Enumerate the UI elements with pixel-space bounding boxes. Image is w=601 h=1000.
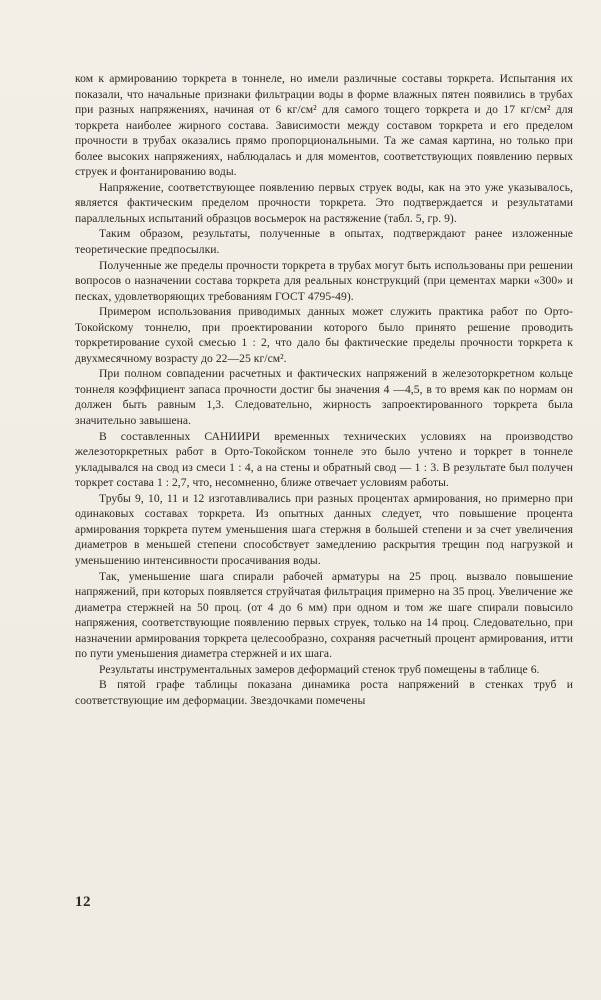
paragraph: При полном совпадении расчетных и фактических напряжений в железоторкретном кольце тоннеля коэффициент запаса прочности достиг бы значения 4 —4,5, в то время как по нормам он должен быть равным 1,3. Следовательно, жирность запроектированного торкрета была значительно завышена. [75, 367, 573, 428]
paragraph: Напряжение, соответствующее появлению первых струек воды, как на это уже указывалось, является фактическим пределом прочности торкрета. Это подтверждается и результатами параллельных испытаний образцов восьмерок на растяжение (табл. 5, гр. 9). [75, 180, 573, 225]
paragraph: В пятой графе таблицы показана динамика роста напряжений в стенках труб и соответствующие им деформации. Звездочками помечены [75, 678, 573, 707]
paragraph: Полученные же пределы прочности торкрета в трубах могут быть использованы при решении вопросов о назначении состава торкрета для реальных конструкций (при цементах марки «300» и песках, удовлетворяющих требованиям ГОСТ 4795-49). [75, 258, 573, 303]
paragraph: В составленных САНИИРИ временных технических условиях на производство железоторкретных работ в Орто-Токойском тоннеле это было учтено и торкрет в тоннеле укладывался на свод из смеси 1 : 4, а на стены и обратный свод — 1 : 3. В результате был получен торкрет состава 1 : 2,7, что, несомненно, ближе отвечает условиям работы. [75, 429, 573, 490]
paragraph: Трубы 9, 10, 11 и 12 изготавливались при разных процентах армирования, но примерно при одинаковых составах торкрета. Из опытных данных следует, что повышение процента армирования торкрета путем уменьшения шага стержня в большей степени и за счет увеличения диаметров в меньшей степени способствует замедлению раскрытия трещин под нагрузкой и уменьшению интенсивности просачивания воды. [75, 491, 573, 567]
paragraph: Результаты инструментальных замеров деформаций стенок труб помещены в таблице 6. [99, 662, 540, 676]
paragraph-continuation: ком к армированию торкрета в тоннеле, но имели различные составы торкрета. Испытания их показали, что начальные признаки фильтрации воды в форме влажных пятен появились в трубах при разных напряжениях, начиная от 6 кг/см² для самого тощего торкрета и до 17 кг/см² для торкрета наиболее жирного состава. Зависимости между составом торкрета и его пределом прочности в трубах оказались прямо пропорциональными. Та же самая картина, но только при более высоких напряжениях, наблюдалась и для моментов, соответствующих появлению первых струек и фонтанированию воды. [75, 72, 573, 179]
paragraph: Таким образом, результаты, полученные в опытах, подтверждают ранее изложенные теоретические предпосылки. [75, 227, 573, 257]
page-number: 12 [75, 894, 91, 910]
paragraph: Так, уменьшение шага спирали рабочей арматуры на 25 проц. вызвало повышение напряжений, при которых появляется струйчатая фильтрация примерно на 35 проц. Увеличение же диаметра стержней на 50 проц. (от 4 до 6 мм) при одном и том же шаге спирали повысило напряжения, соответствующие появлению первых струек, только на 14 проц. Следовательно, при назначении армирования торкрета целесообразно, сохраняя расчетный процент армирования, итти по пути уменьшения диаметра стержней и их шага. [75, 569, 573, 661]
body-text [75, 71, 573, 708]
paragraph: Примером использования приводимых данных может служить практика работ по Орто-Токойскому тоннелю, при проектировании которого было принято решение проводить торкретирование сухой смесью 1 : 2, что дало бы фактические пределы прочности торкрета к двухмесячному возрасту до 22—25 кг/см². [75, 305, 573, 365]
